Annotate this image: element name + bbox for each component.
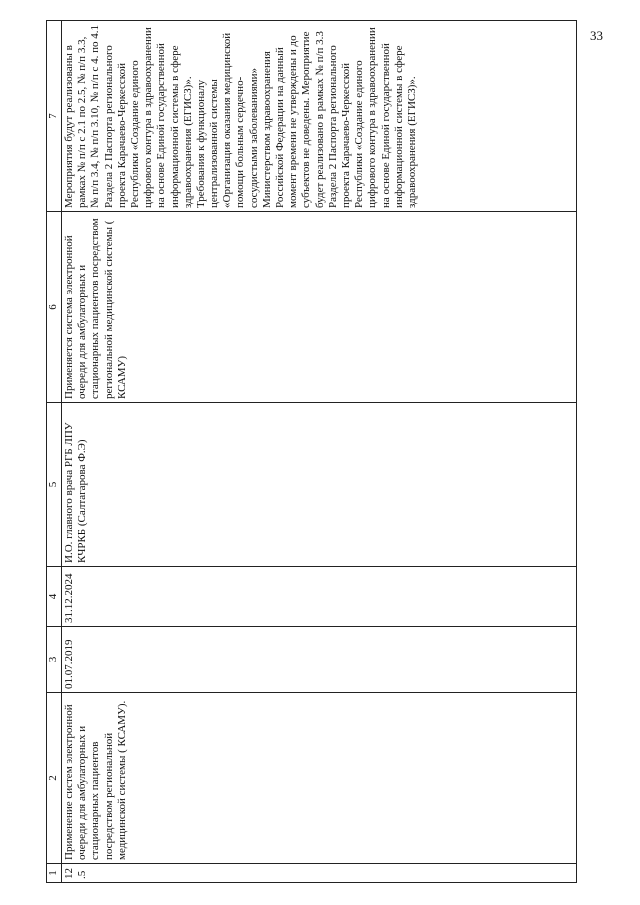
activity-cell: Применение систем электронной очереди для амбулаторных и стационарных пациентов посредством региональной медицинской системы ( КСАМУ). [62,693,577,864]
start-date-cell: 01.07.2019 [62,627,577,693]
end-date-cell: 31.12.2024 [62,567,577,627]
responsible-cell: И.О. главного врача РГБ ЛПУ КЧРКБ (Салтагарова Ф.Э) [62,403,577,567]
result-cell: Применяется система электронной очереди для амбулаторных и стационарных пациентов посредством региональной медицинской системы ( КСАМУ) [62,212,577,403]
header-col-3: 3 [47,627,62,693]
header-row [47,21,62,883]
table-row [62,21,577,883]
rotated-table-container [46,25,576,883]
plan-table [46,20,577,883]
header-col-4: 4 [47,567,62,627]
page-number: 33 [590,28,603,43]
header-col-7: 7 [47,21,62,212]
header-col-5: 5 [47,403,62,567]
header-col-2: 2 [47,693,62,864]
row-number: 12.5 [62,864,577,883]
header-col-1: 1 [47,864,62,883]
header-col-6: 6 [47,212,62,403]
note-cell: Мероприятия будут реализованы в рамках № п/п с 2.1 по 2.5, № п/п 3.3, № п/п 3.4, № п/п 3.10, № п/п с 4. по 4.1 Раздела 2 Паспорта регионального проекта Карачаево-Черкесской Республики «Создание единого цифрового контура в здравоохранении на основе Единой государственной информационной системы в сфере здравоохранения (ЕГИСЗ)». Требования к функционалу централизованной системы «Организация оказания медицинской помощи больным сердечно-сосудистыми заболеваниями» Министерством здравоохранения Российской Федерации на данный момент времени не утверждены и до субъектов не доведены. Мероприятие будет реализовано в рамках № п/п 3.3 Раздела 2 Паспорта регионального проекта Карачаево-Черкесской Республики «Создание единого цифрового контура в здравоохранении на основе Единой государственной информационной системы в сфере здравоохранения (ЕГИСЗ)». [62,21,577,212]
